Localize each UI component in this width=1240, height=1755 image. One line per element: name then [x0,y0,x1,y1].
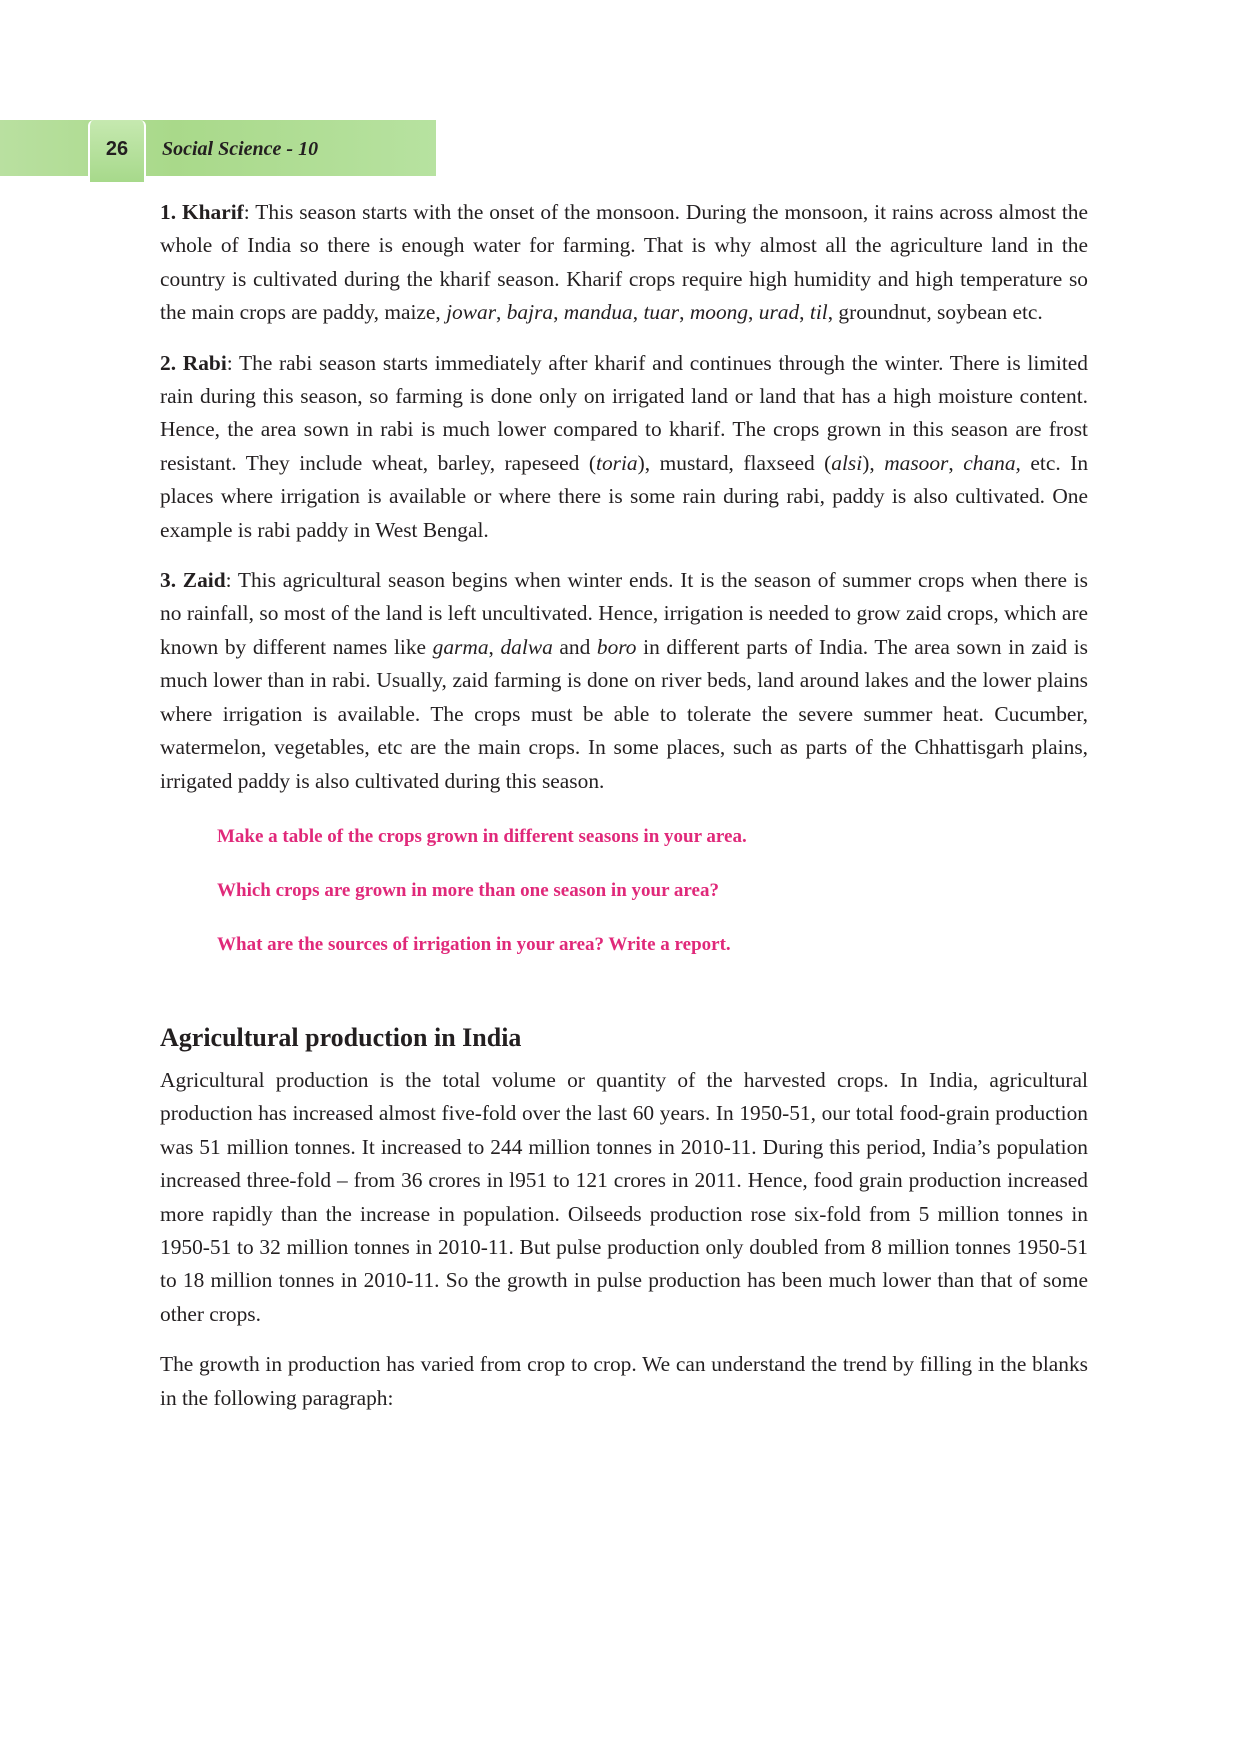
book-title: Social Science - 10 [162,138,319,160]
crop-term: mandua [563,300,633,325]
season-name: 3. Zaid [160,568,226,593]
crop-term: chana, [963,450,1021,475]
crop-term: dalwa [500,634,553,659]
crop-term: garma [432,634,489,659]
season-name: 2. Rabi [160,350,227,375]
body-paragraph: Agricultural production is the total volume or quantity of the harvested crops. In India, agricultural production has increased almost five-fold over the last 60 years. In 1950-51, our total food-grain production was 51 million tonnes. It increased to 244 million tonnes in 2010-11. During this period, India’s population increased three-fold – from 36 crores in l951 to 121 crores in 2011. Hence, food grain production increased more rapidly than the increase in population. Oilseeds production rose six-fold from 5 million tonnes in 1950-51 to 32 million tonnes in 2010-11. But pulse production only doubled from 8 million tonnes 1950-51 to 18 million tonnes in 2010-11. So the growth in pulse production has been much lower than that of some other crops. [160,1067,1088,1326]
crop-term: boro [596,634,637,659]
page-number: 26 [105,138,129,160]
season-name: 1. Kharif [160,200,244,224]
crop-term: tuar [643,300,680,325]
crop-term: urad [758,300,800,325]
page-content [160,196,1088,1432]
season-kharif: 1. Kharif: This season starts with the onset of the monsoon. During the monsoon, it rains across almost the whole of India so there is enough water for farming. That is why almost all the agriculture land in the country is cultivated during the kharif season. Kharif crops require high humidity and high temperature so the main crops are paddy, maize, jowar, bajra, mandua, tuar, moong, urad, til, groundnut, soybean etc. [160,200,1088,325]
crop-term: alsi [831,450,863,475]
crop-term: moong [689,300,749,325]
section-heading: Agricultural production in India [160,1022,522,1052]
crop-term: toria [596,450,638,475]
season-rabi: 2. Rabi: The rabi season starts immediately after kharif and continues through the winter. There is limited rain during this season, so farming is done only on irrigated land or land that has a high moisture content. Hence, the area sown in rabi is much lower compared to kharif. The crops grown in this season are frost resistant. They include wheat, barley, rapeseed (toria), mustard, flaxseed (alsi), masoor, chana, etc. In places where irrigation is available or where there is some rain during rabi, paddy is also cultivated. One example is rabi paddy in West Bengal. [160,350,1089,542]
activity-question: What are the sources of irrigation in your area? Write a report. [217,933,731,955]
season-zaid: 3. Zaid: This agricultural season begins when winter ends. It is the season of summer crops when there is no rainfall, so most of the land is left uncultivated. Hence, irrigation is needed to grow zaid crops, which are known by different names like garma, dalwa and boro in different parts of India. The area sown in zaid is much lower than in rabi. Usually, zaid farming is done on river beds, land around lakes and the lower plains where irrigation is available. The crops must be able to tolerate the severe summer heat. Cucumber, watermelon, vegetables, etc are the main crops. In some places, such as parts of the Chhattisgarh plains, irrigated paddy is also cultivated during this season. [160,568,1088,793]
crop-term: jowar [446,300,497,325]
activity-question: Make a table of the crops grown in different seasons in your area. [217,825,747,847]
activity-question: Which crops are grown in more than one season in your area? [217,879,719,901]
activity-box [217,824,1088,958]
body-paragraph: The growth in production has varied from crop to crop. We can understand the trend by filling in the blanks in the following paragraph: [160,1352,1088,1410]
crop-term: til [809,300,828,325]
crop-term: bajra [506,300,554,325]
crop-term: masoor [884,450,949,475]
